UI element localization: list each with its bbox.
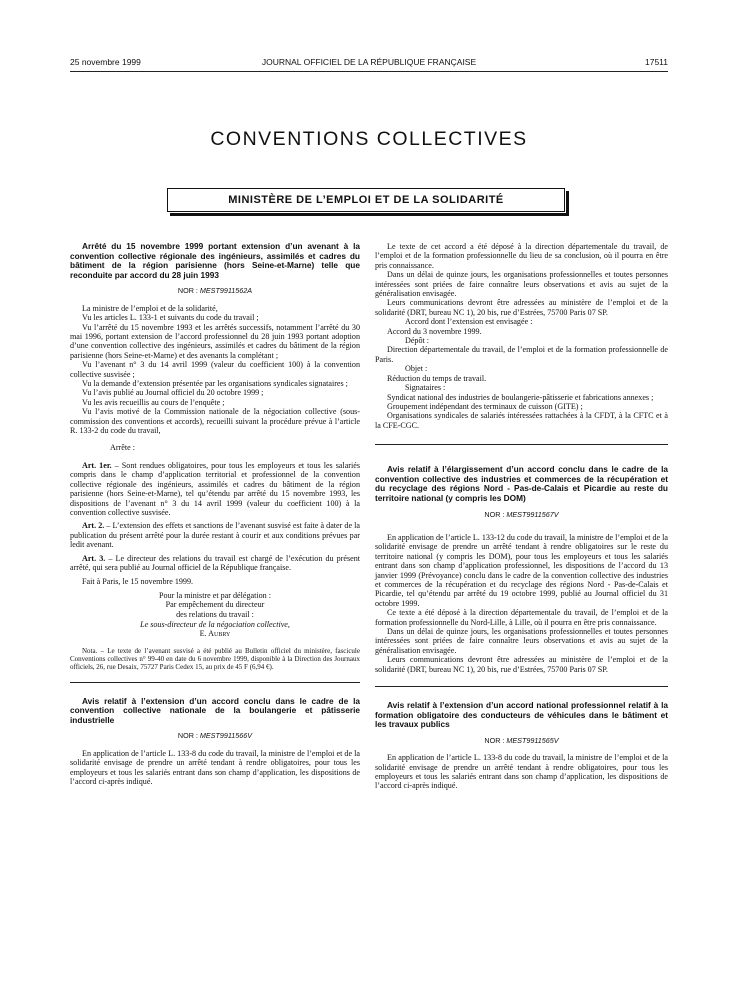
signataire-item: Organisations syndicales de salariés intéressées rattachées à la CFDT, à la CFTC et à la CFE-CGC. (375, 411, 668, 430)
signature-line: Le sous-directeur de la négociation collective, (140, 619, 290, 629)
depot-label: Dépôt : (405, 336, 430, 346)
article-label: Art. 2. (82, 521, 105, 531)
nor-reference (70, 286, 360, 295)
nor-label: NOR : (177, 286, 200, 296)
signature-line: Pour la ministre et par délégation : (159, 590, 271, 600)
signatory-name: E. Aubry (199, 629, 231, 639)
paragraph: Vu les avis recueillis au cours de l’enquête ; (82, 397, 225, 407)
nor-code: MEST9911565V (506, 735, 559, 745)
signataires-label: Signataires : (405, 383, 446, 393)
article-label: Art. 3. (82, 553, 106, 563)
nor-reference (70, 731, 360, 740)
depot-value: Direction départementale du travail, de l’emploi et de la formation professionnelle de Paris. (375, 345, 668, 364)
paragraph: Vu l’avis motivé de la Commission nationale de la négociation collective (sous-commission des conventions et accords), recueilli suivant la procédure prévue à l’article R. 133-2 du code du travail, (70, 407, 360, 436)
section-divider (375, 444, 668, 445)
paragraph: Vu l’avenant n° 3 du 14 avril 1999 (valeur du coefficient 100) à la convention collective susvisée ; (70, 360, 360, 379)
objet-value: Réduction du temps de travail. (387, 373, 487, 383)
section-divider (70, 682, 360, 683)
paragraph: Vu l’avis publié au Journal officiel du 20 octobre 1999 ; (82, 388, 264, 398)
article-label: Art. 1er. (82, 460, 112, 470)
paragraph: La ministre de l’emploi et de la solidarité, (82, 303, 218, 313)
header-date: 25 novembre 1999 (70, 57, 141, 67)
article (70, 521, 360, 549)
paragraph: En application de l’article L. 133-12 du code du travail, la ministre de l’emploi et de la solidarité envisage de prendre un arrêté tendant à rendre obligatoires sur le reste du territoire national (y compris les DOM), pour tous les employeurs et tous les salariés entrant dans son champ d’application professionnel, les dispositions de l’accord du 13 janvier 1999 (Prévoyance) conclu dans le cadre de la convention collective des industries et commerces de la récupération et du recyclage des régions Nord - Pas-de-Calais et Picardie, tel qu’étendu par arrêté du 19 octobre 1999, publié au Journal officiel du 31 octobre 1999. (375, 532, 668, 608)
nor-reference (375, 510, 668, 519)
ministry-box: MINISTÈRE DE L’EMPLOI ET DE LA SOLIDARITÉ (167, 188, 565, 212)
paragraph: Leurs communications devront être adressées au ministère de l’emploi et de la solidarité (DRT, bureau NC 1), 20 bis, rue d’Estrées, 75700 Paris 07 SP. (375, 298, 668, 317)
nor-label: NOR : (484, 509, 507, 519)
arrete-heading: Arrêté du 15 novembre 1999 portant extension d’un avenant à la convention collective régionale des ingénieurs, assimilés et cadres du bâtiment de la région parisienne (hors Seine-et-Marne) telle que reconduite par accord du 28 juin 1993 (70, 241, 360, 280)
paragraph: Ce texte a été déposé à la direction départementale du travail, de l’emploi et de la formation professionnelle du Nord-Lille, à Lille, où il pourra en être pris connaissance. (375, 608, 668, 627)
paragraph: En application de l’article L. 133-8 du code du travail, la ministre de l’emploi et de la solidarité envisage de prendre un arrêté tendant à rendre obligatoires, pour tous les employeurs et tous les salariés entrant dans son champ d’application, les dispositions de l’accord ci-après indiqué. (375, 753, 668, 791)
page-title: CONVENTIONS COLLECTIVES (210, 128, 528, 150)
right-column (375, 242, 668, 791)
paragraph: Leurs communications devront être adressées au ministère de l’emploi et de la solidarité (DRT, bureau NC 1), 20 bis, rue d’Estrées, 75700 Paris 07 SP. (375, 655, 668, 674)
arrete-section (70, 242, 360, 672)
paragraph: Vu la demande d’extension présentée par les organisations syndicales signataires ; (82, 379, 348, 389)
paragraph: Dans un délai de quinze jours, les organisations professionnelles et toutes personnes intéressées sont priées de faire connaître leurs observations et avis au sujet de la généralisation envisagée. (375, 626, 668, 655)
nor-code: MEST9911562A (199, 286, 253, 296)
nor-label: NOR : (484, 735, 507, 745)
nor-code: MEST9911566V (199, 731, 253, 741)
signature-line: Par empêchement du directeur (165, 600, 265, 610)
section-divider (375, 686, 668, 687)
paragraph: Le texte de cet accord a été déposé à la direction départementale du travail, de l’emploi et de la formation professionnelle du lieu de sa conclusion, où il pourra en être pris connaissance. (375, 242, 668, 270)
done-at: Fait à Paris, le 15 novembre 1999. (82, 577, 194, 587)
nota-note: Nota. – Le texte de l’avenant susvisé a été publié au Bulletin officiel du ministère, fascicule Conventions collectives n° 99-40 en date du 6 novembre 1999, disponible à la Direction des Journaux officiels, 26, rue Desaix, 75727 Paris Cedex 15, au prix de 45 F (6,94 €). (70, 646, 360, 672)
paragraph: Vu l’arrêté du 15 novembre 1993 et les arrêtés successifs, notamment l’arrêté du 30 mai 1996, portant extension de l’accord professionnel du 28 juin 1993 portant adoption d’une convention collective des ingénieurs, assimilés et cadres du bâtiment de la région parisienne (hors Seine-et-Marne) et des avenants la complétant ; (70, 322, 360, 360)
left-column (70, 242, 360, 786)
nor-label: NOR : (177, 731, 200, 741)
signataire-item: Syndicat national des industries de boulangerie-pâtisserie et fabrications annexes ; (387, 392, 654, 402)
nor-reference (375, 736, 668, 745)
avis-heading: Avis relatif à l’extension d’un accord national professionnel relatif à la formation obligatoire des conducteurs de véhicules dans le bâtiment et les travaux publics (375, 700, 668, 730)
paragraph: En application de l’article L. 133-8 du code du travail, la ministre de l’emploi et de la solidarité envisage de prendre un arrêté tendant à rendre obligatoires, pour tous les employeurs et tous les salariés entrant dans son champ d’application, les dispositions de l’accord ci-après indiqué. (70, 748, 360, 787)
article-text: – L’extension des effets et sanctions de l’avenant susvisé est faite à dater de la publication du présent arrêté pour la durée restant à courir et aux conditions prévues par ledit avenant. (70, 521, 360, 550)
article-text: – Le directeur des relations du travail est chargé de l’exécution du présent arrêté, qui sera publié au Journal officiel de la République française. (70, 553, 361, 572)
article (70, 554, 360, 573)
article (70, 461, 360, 517)
header-journal: JOURNAL OFFICIEL DE LA RÉPUBLIQUE FRANÇAISE (261, 57, 477, 67)
avis-conducteurs-section (375, 701, 668, 791)
objet-label: Objet : (405, 364, 428, 374)
avis-boulangerie-continued (375, 242, 668, 430)
avis-heading: Avis relatif à l’extension d’un accord conclu dans le cadre de la convention collective nationale de la boulangerie et pâtisserie industrielle (70, 695, 360, 725)
signature-line: des relations du travail : (176, 609, 254, 619)
avis-boulangerie-section (70, 697, 360, 787)
avis-recuperation-section (375, 465, 668, 674)
avis-heading: Avis relatif à l’élargissement d’un accord conclu dans le cadre de la convention collective des industries et commerces de la récupération et du recyclage des régions Nord - Pas-de-Calais et Picardie au reste du territoire national (y compris les DOM) (375, 464, 668, 503)
accord-value: Accord du 3 novembre 1999. (387, 326, 482, 336)
header-page-number: 17511 (644, 57, 668, 67)
running-header (70, 57, 668, 72)
paragraph: Vu les articles L. 133-1 et suivants du code du travail ; (82, 313, 259, 323)
signataire-item: Groupement indépendant des terminaux de cuisson (GITE) ; (387, 401, 583, 411)
nor-code: MEST9911567V (506, 509, 559, 519)
paragraph: Dans un délai de quinze jours, les organisations professionnelles et toutes personnes intéressées sont priées de faire connaître leurs observations et avis au sujet de la généralisation envisagée. (375, 270, 668, 299)
article-text: – Sont rendues obligatoires, pour tous les employeurs et tous les salariés compris dans le champ d’application territorial et professionnel de la convention collective régionale des ingénieurs, assimilés et cadres du bâtiment de la région parisienne (hors Seine-et-Marne), tel qu’étendu par arrêté du 15 novembre 1993, les dispositions de l’avenant n° 3 du 14 avril 1999 (valeur du coefficient 100) à la convention collective susvisée. (70, 460, 360, 517)
arrete-word: Arrête : (110, 443, 135, 453)
accord-label: Accord dont l’extension est envisagée : (405, 317, 533, 327)
